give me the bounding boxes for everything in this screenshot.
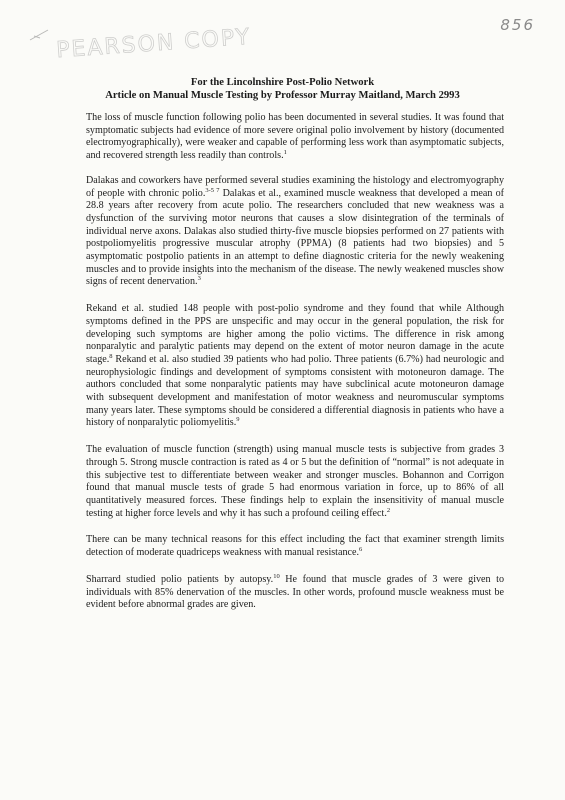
- paragraph-text: Dalakas and coworkers have performed several studies examining the histology and electromyography of people with chronic polio.: [86, 174, 504, 199]
- handwritten-mark: [28, 24, 54, 44]
- paragraph-text: He found that muscle grades of 3 were given to individuals with 85% denervation of the muscles. In other words, profound muscle weakness must be evident before abnormal grades are given.: [86, 573, 504, 611]
- paragraph-2: [86, 175, 504, 289]
- paragraph-text: Dalakas et al., examined muscle weakness that developed a mean of 28.8 years after recovery from acute polio. The researchers concluded that new weakness was a dysfunction of the surviving motor neurons that causes a slow disintegration of the terminals of individual nerve axons. Dalakas also studied thirty-five muscle biopsies performed on 27 patients with postpoliomyelitis progressive muscular atrophy (PPMA) (8 patients had two biopsies) and 5 asymptomatic postpolio patients in an attempt to define diagnostic criteria for the newly weakening muscles and to provide insights into the mechanism of the disease. The newly weakened muscles show signs of recent denervation.: [86, 187, 504, 288]
- reference-marker: 2: [386, 506, 391, 514]
- reference-marker: 6: [359, 546, 363, 554]
- paragraph-6: [86, 574, 504, 612]
- header-line-2: Article on Manual Muscle Testing by Professor Murray Maitland, March 2993: [105, 90, 460, 101]
- document-header: [0, 76, 565, 102]
- paragraph-text: Rekand et al. also studied 39 patients who had polio. Three patients (6.7%) had neurologic and neurophysiologic findings and development of symptoms consistent with motoneuron damage. The authors concluded that some nonparalytic patients may have subclinical acute motoneuron damage with subsequent development and manifestation of motor weakness and neuromuscular symptoms many years later. These symptoms should be considered a differential diagnosis in patients who have a history of nonparalytic poliomyelitis.: [86, 353, 504, 429]
- reference-marker: 1: [283, 149, 287, 157]
- header-line-1: For the Lincolnshire Post-Polio Network: [190, 77, 375, 88]
- paragraph-5: [86, 534, 504, 559]
- article-body: [86, 112, 504, 626]
- paragraph-text: Sharrard studied polio patients by autopsy.: [86, 573, 274, 585]
- reference-marker: 3-5 7: [205, 186, 220, 194]
- paragraph-text: There can be many technical reasons for this effect including the fact that examiner strength limits detection of moderate quadriceps weakness with manual resistance.: [86, 534, 504, 559]
- paragraph-4: [86, 444, 504, 520]
- paragraph-text: Rekand et al. studied 148 people with post-polio syndrome and they found that while Although symptoms defined in the PPS are unspecific and may occur in the general population, the risk for developing such symptoms are higher among the polio victims. The difference in risk among nonparalytic and paralytic patients may depend on the extent of motor neuron damage in the acute stage.: [86, 303, 504, 365]
- paragraph-text: The loss of muscle function following polio has been documented in several studies. It was found that symptomatic subjects had evidence of more severe original polio involvement by history (documented electromyographically), were weaker and capable of performing less work than asymptomatic subjects, and recovered strength less readily than controls.: [86, 112, 504, 162]
- paragraph-3: [86, 303, 504, 430]
- svg-text:PEARSON COPY: PEARSON COPY: [55, 24, 252, 64]
- paragraph-1: [86, 112, 504, 163]
- reference-marker: 8: [109, 352, 113, 360]
- paragraph-text: The evaluation of muscle function (strength) using manual muscle tests is subjective from grades 3 through 5. Strong muscle contraction is rated as 4 or 5 but the definition of “normal” is not adequate in this subjective test to differentiate between weaker and stronger muscles. Bohannon and Corrigon found that manual muscle tests of grade 5 had enormous variation in force, up to 86% of all quantitatively measured forces. These findings help to explain the insensitivity of manual muscle testing at higher force levels and why it has such a profound ceiling effect.: [86, 444, 504, 519]
- reference-marker: 3: [197, 275, 201, 283]
- reference-marker: 9: [236, 416, 240, 424]
- reference-marker: 10: [273, 572, 280, 580]
- page-number: 856: [500, 16, 535, 34]
- copy-stamp: [51, 20, 252, 65]
